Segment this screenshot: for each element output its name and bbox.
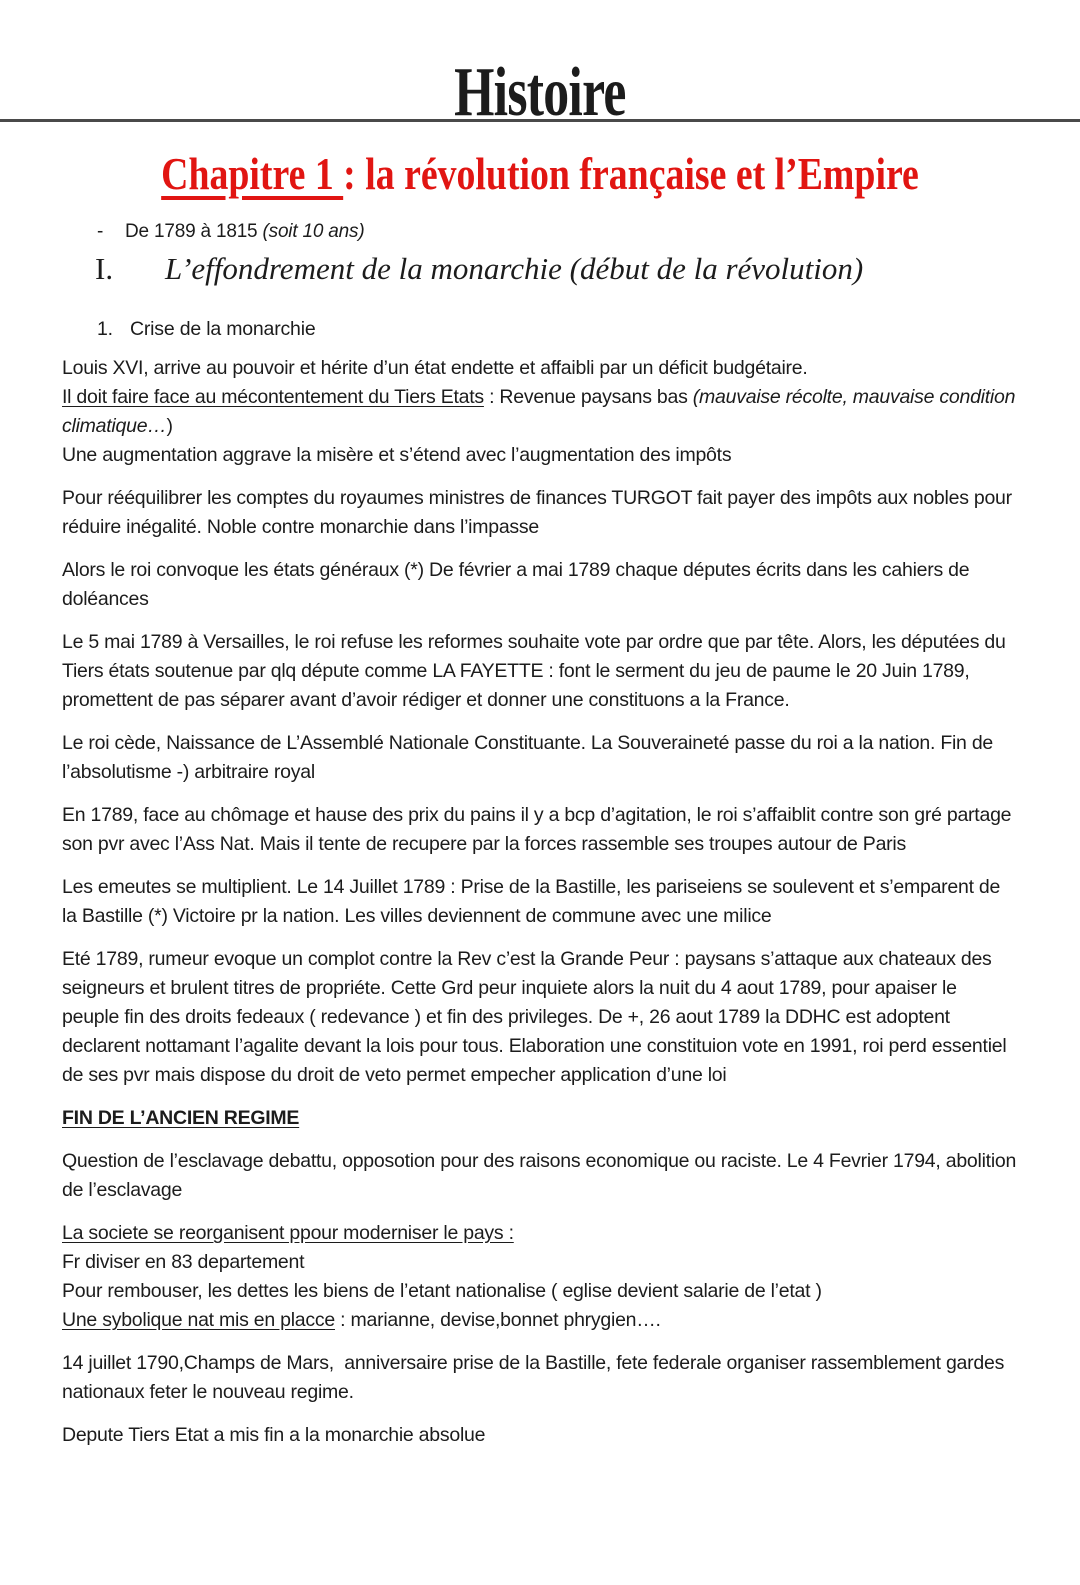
- text-segment: La societe se reorganisent ppour moderniser le pays :: [62, 1222, 514, 1244]
- text-segment: : marianne, devise,bonnet phrygien….: [335, 1309, 661, 1331]
- chapter-subtitle: : la révolution française et l’Empire: [343, 149, 919, 199]
- paragraph: [62, 729, 1018, 787]
- paragraph: [62, 1277, 1018, 1306]
- date-range-note: (soit 10 ans): [262, 221, 365, 242]
- text-segment: Eté 1789, rumeur evoque un complot contre la Rev c’est la Grande Peur : paysans s’attaque aux chateaux des seigneurs et brulent titres de propriéte. Cette Grd peur inquiete alors la nuit du 4 aout 1789, pour apaiser le peuple fin des droits fedeaux ( redevance ) et fin des privileges. De +, 26 aout 1789 la DDHC est adoptent declarent nottamant l’agalite devant la lois pour tous. Elaboration une constituion vote en 1991, roi perd essentiel de ses pvr mais dispose du droit de veto permet empecher application d’une loi: [62, 948, 1012, 1086]
- paragraphs: [0, 354, 1080, 1450]
- chapter-heading-wrap: [0, 149, 1080, 199]
- text-segment: En 1789, face au chômage et hause des prix du pains il y a bcp d’agitation, le roi s’affaiblit contre son gré partage son pvr avec l’Ass Nat. Mais il tente de recupere par la forces rassemble ses troupes autour de Paris: [62, 804, 1017, 855]
- paragraph: [62, 1147, 1022, 1205]
- text-segment: Louis XVI, arrive au pouvoir et hérite d’un état endette et affaibli par un déficit budgétaire.: [62, 357, 808, 379]
- paragraph: [62, 1306, 1018, 1335]
- text-segment: : Revenue paysans bas: [483, 386, 693, 408]
- paragraph: [62, 801, 1018, 859]
- chapter-number: Chapitre 1: [161, 149, 344, 199]
- paragraph: [62, 628, 1018, 715]
- text-segment: (mauvaise récolte, mauvaise condition climatique…: [62, 386, 1021, 437]
- text-segment: ): [166, 415, 173, 437]
- text-segment: Le roi cède, Naissance de L’Assemblé Nationale Constituante. La Souveraineté passe du roi a la nation. Fin de l’absolutisme -) arbitraire royal: [62, 732, 999, 783]
- text-segment: Les emeutes se multiplient. Le 14 Juillet 1789 : Prise de la Bastille, les pariseiens se soulevent et s’emparent de la Bastille (*) Victoire pr la nation. Les villes deviennent de commune avec une milice: [62, 876, 1006, 927]
- text-segment: Fr diviser en 83 departement: [62, 1251, 305, 1273]
- paragraph: [62, 484, 1018, 542]
- date-range-bullet: [0, 221, 1080, 243]
- paragraph: [62, 354, 1018, 383]
- paragraph: [62, 1349, 1018, 1407]
- paragraph: [62, 945, 1018, 1090]
- document-page: [0, 54, 1080, 1585]
- page-title: Histoire: [454, 54, 626, 131]
- chapter-heading: [161, 149, 919, 199]
- subsection-number: 1.: [97, 318, 113, 340]
- page-header: [0, 54, 1080, 131]
- date-range-text: De 1789 à 1815: [125, 221, 263, 242]
- text-segment: Une augmentation aggrave la misère et s’étend avec l’augmentation des impôts: [62, 444, 732, 466]
- paragraph: [62, 1219, 1018, 1248]
- paragraph: [62, 1248, 1018, 1277]
- paragraph: [62, 441, 1018, 470]
- paragraph: [62, 383, 1021, 441]
- subsection-heading: [0, 318, 1080, 341]
- paragraph: [62, 873, 1018, 931]
- text-segment: Depute Tiers Etat a mis fin a la monarchie absolue: [62, 1424, 486, 1446]
- section-numeral: I.: [95, 251, 114, 286]
- text-segment: Le 5 mai 1789 à Versailles, le roi refuse les reformes souhaite vote par ordre que par tête. Alors, les députées du Tiers états soutenue par qlq députe comme LA FAYETTE : font le serment du jeu de paume le 20 Juin 1789, promettent de pas séparer avant d’avoir rédiger et donner une constituons a la France.: [62, 631, 1011, 711]
- text-segment: FIN DE L’ANCIEN REGIME: [62, 1107, 300, 1129]
- section-title: L’effondrement de la monarchie (début de la révolution): [165, 251, 864, 286]
- paragraph: [62, 1104, 1018, 1133]
- paragraph: [62, 1421, 1018, 1450]
- text-segment: 14 juillet 1790,Champs de Mars, anniversaire prise de la Bastille, fete federale organiser rassemblement gardes nationaux feter le nouveau regime.: [62, 1352, 1010, 1403]
- paragraph: [62, 556, 1018, 614]
- subsection-title: Crise de la monarchie: [130, 318, 316, 340]
- text-segment: Pour rééquilibrer les comptes du royaumes ministres de finances TURGOT fait payer des impôts aux nobles pour réduire inégalité. Noble contre monarchie dans l’impasse: [62, 487, 1018, 538]
- dash-bullet: -: [97, 221, 104, 242]
- section-heading: [0, 251, 1080, 287]
- text-segment: Il doit faire face au mécontentement du Tiers Etats: [62, 386, 484, 408]
- text-segment: Alors le roi convoque les états généraux (*) De février a mai 1789 chaque députes écrits dans les cahiers de doléances: [62, 559, 975, 610]
- text-segment: Pour rembouser, les dettes les biens de l’etant nationalise ( eglise devient salarie de l’etat ): [62, 1280, 822, 1302]
- text-segment: Question de l’esclavage debattu, opposotion pour des raisons economique ou raciste. Le 4 Fevrier 1794, abolition de l’esclavage: [62, 1150, 1022, 1201]
- text-segment: Une sybolique nat mis en placce: [62, 1309, 335, 1331]
